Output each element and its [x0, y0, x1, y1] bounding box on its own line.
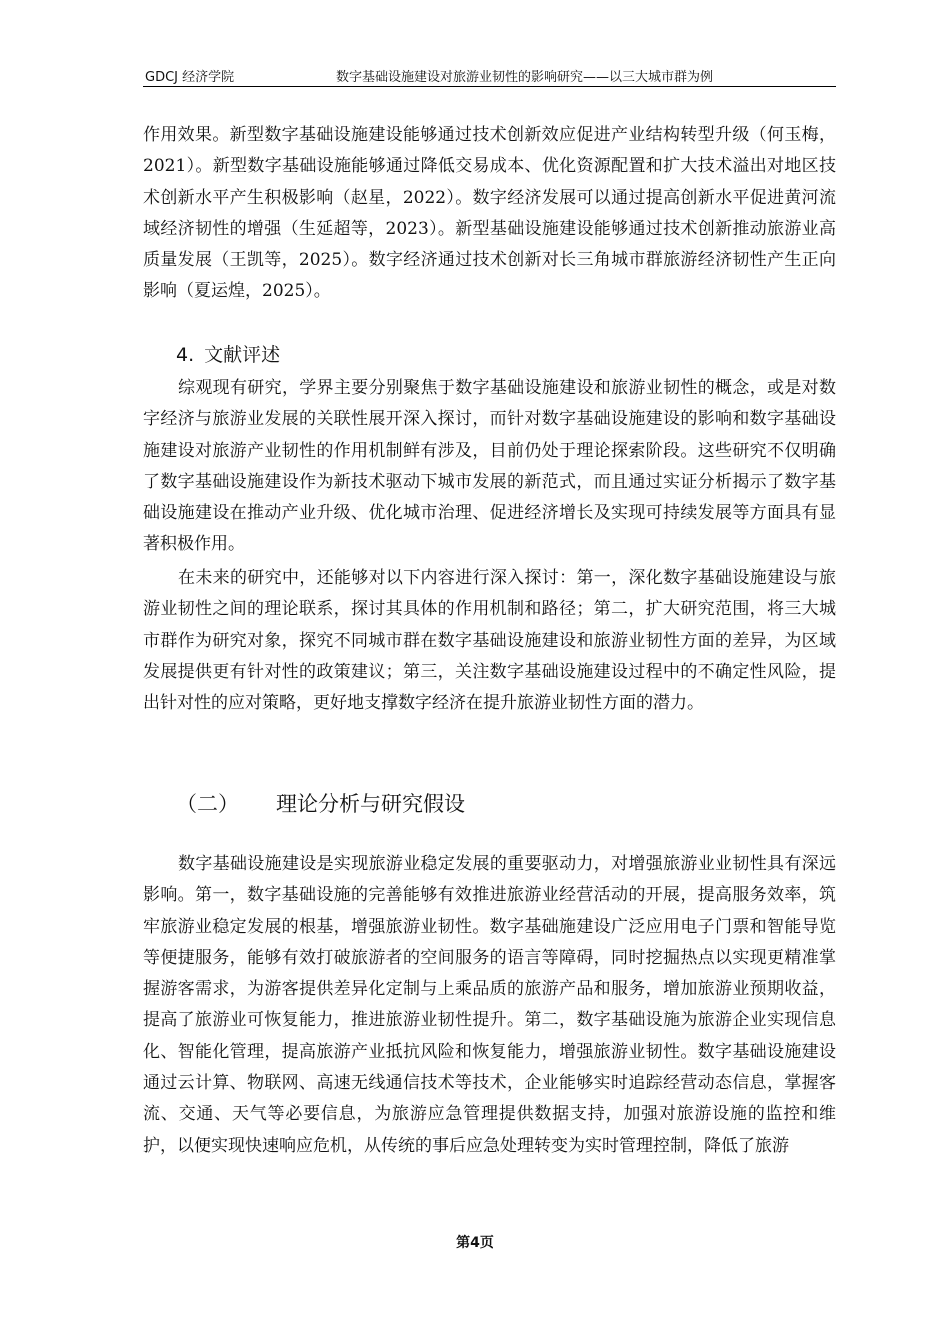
- paragraph-review-summary: [143, 373, 836, 561]
- chapter-heading-theory: [176, 788, 465, 818]
- paragraph-text: 在未来的研究中，还能够对以下内容进行深入探讨：第一，深化数字基础设施建设与旅游业韧性之间的理论联系，探讨其具体的作用机制和路径；第二，扩大研究范围，将三大城市群作为研究对象，探究不同城市群在数字基础设施建设和旅游业韧性方面的差异，为区域发展提供更有针对性的政策建议；第三，关注数字基础设施建设过程中的不确定性风险，提出针对性的应对策略，更好地支撑数字经济在提升旅游业韧性方面的潜力。: [143, 568, 836, 714]
- section-heading-literature-review: [176, 340, 280, 367]
- paragraph-text: 综观现有研究，学界主要分别聚焦于数字基础设施建设和旅游业韧性的概念，或是对数字经济与旅游业发展的关联性展开深入探讨，而针对数字基础设施建设的影响和数字基础设施建设对旅游产业韧性的作用机制鲜有涉及，目前仍处于理论探索阶段。这些研究不仅明确了数字基础设施建设作为新技术驱动下城市发展的新范式，而且通过实证分析揭示了数字基础设施建设在推动产业升级、优化城市治理、促进经济增长及实现可持续发展等方面具有显著积极作用。: [143, 378, 836, 555]
- paragraph-text: 作用效果。新型数字基础设施建设能够通过技术创新效应促进产业结构转型升级（何玉梅，2021）。新型数字基础设施能够通过降低交易成本、优化资源配置和扩大技术溢出对地区技术创新水平产生积极影响（赵星，2022）。数字经济发展可以通过提高创新水平促进黄河流域经济韧性的增强（生延超等，2023）。新型基础设施建设能够通过技术创新推动旅游业高质量发展（王凯等，2025）。数字经济通过技术创新对长三角城市群旅游经济韧性产生正向影响（夏运煌，2025）。: [143, 125, 836, 302]
- header-title: 数字基础设施建设对旅游业韧性的影响研究——以三大城市群为例: [336, 70, 714, 85]
- page-header: [143, 66, 836, 87]
- section-title: 文献评述: [204, 344, 281, 366]
- paragraph-continued: [143, 120, 836, 308]
- paragraph-theory-analysis: [143, 849, 836, 1162]
- section-number: 4.: [176, 344, 195, 366]
- chapter-number: （二）: [176, 792, 239, 816]
- paragraph-text: 数字基础设施建设是实现旅游业稳定发展的重要驱动力，对增强旅游业业韧性具有深远影响。第一，数字基础设施的完善能够有效推进旅游业经营活动的开展，提高服务效率，筑牢旅游业稳定发展的根基，增强旅游业韧性。数字基础施建设广泛应用电子门票和智能导览等便捷服务，能够有效打破旅游者的空间服务的语言等障碍，同时挖掘热点以实现更精准掌握游客需求，为游客提供差异化定制与上乘品质的旅游产品和服务，增加旅游业预期收益，提高了旅游业可恢复能力，推进旅游业韧性提升。第二，数字基础设施为旅游企业实现信息化、智能化管理，提高旅游产业抵抗风险和恢复能力，增强旅游业韧性。数字基础设施建设通过云计算、物联网、高速无线通信技术等技术，企业能够实时追踪经营动态信息，掌握客流、交通、天气等必要信息，为旅游应急管理提供数据支持，加强对旅游设施的监控和维护，以便实现快速响应危机，从传统的事后应急处理转变为实时管理控制，降低了旅游: [143, 854, 836, 1156]
- chapter-title: 理论分析与研究假设: [276, 792, 465, 816]
- page-number: 第4页: [456, 1235, 494, 1251]
- header-institution: GDCJ 经济学院: [145, 70, 235, 85]
- paragraph-future-research: [143, 563, 836, 719]
